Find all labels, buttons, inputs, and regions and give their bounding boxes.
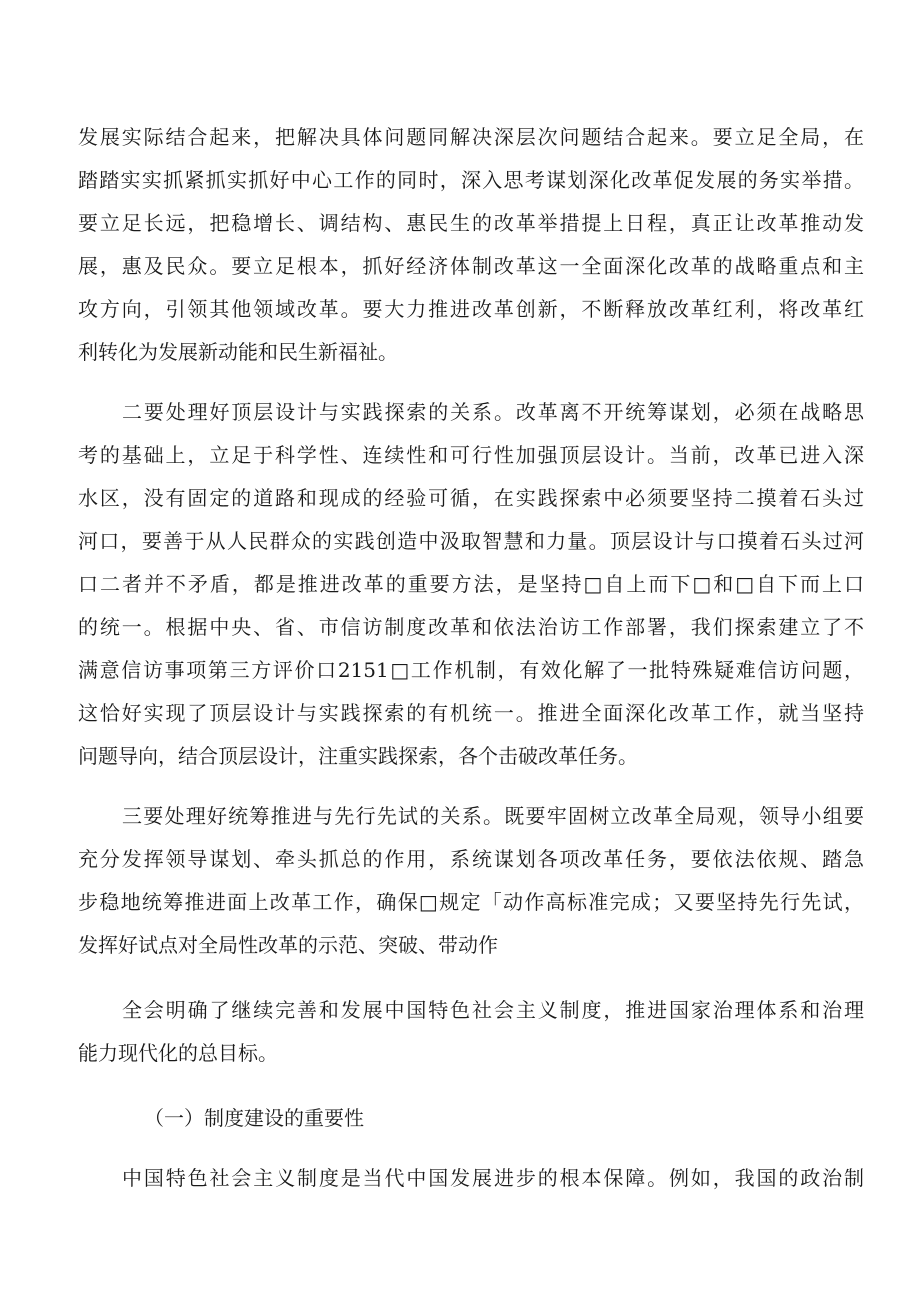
text-line: 全会明确了继续完善和发展中国特色社会主义制度，推进国家治理体系和治理 [122, 998, 864, 1022]
text-line: 三要处理好统筹推进与先行先试的关系。既要牢固树立改革全局观，领导小组要 [122, 804, 864, 828]
text-line: 充分发挥领导谋划、牵头抓总的作用，系统谋划各项改革任务，要依法依规、踏急 [78, 847, 864, 871]
paragraph-4 [78, 989, 864, 1075]
text-line: 攻方向，引领其他领域改革。要大力推进改革创新，不断释放改革红利，将改革红 [78, 297, 864, 321]
text-line: 步稳地统筹推进面上改革工作，确保□规定「动作高标准完成；又要坚持先行先试， [78, 890, 864, 914]
text-line: 要立足长远，把稳增长、调结构、惠民生的改革举措提上日程，真正让改革推动发 [78, 211, 864, 235]
text-line: 中国特色社会主义制度是当代中国发展进步的根本保障。例如，我国的政治制 [122, 1166, 864, 1190]
text-line: 发展实际结合起来，把解决具体问题同解决深层次问题结合起来。要立足全局，在 [78, 125, 864, 149]
text-line: 考的基础上，立足于科学性、连续性和可行性加强顶层设计。当前，改革已进入深 [78, 443, 864, 467]
document-page [78, 116, 864, 1200]
paragraph-gap [78, 1140, 864, 1157]
text-line: 这恰好实现了顶层设计与实践探索的有机统一。推进全面深化改革工作，就当坚持 [78, 701, 864, 725]
paragraph-gap [78, 778, 864, 795]
text-line: 二要处理好顶层设计与实践探索的关系。改革离不开统筹谋划，必须在战略思 [122, 400, 864, 424]
text-line: 能力现代化的总目标。 [78, 1041, 278, 1065]
text-line: 水区，没有固定的道路和现成的经验可循，在实践探索中必须要坚持二摸着石头过 [78, 486, 864, 510]
paragraph-gap [78, 1075, 864, 1097]
text-line: 展，惠及民众。要立足根本，抓好经济体制改革这一全面深化改革的战略重点和主 [78, 254, 864, 278]
text-line: 满意信访事项第三方评价口2151□工作机制，有效化解了一批特殊疑难信访问题， [78, 658, 864, 682]
paragraph-3 [78, 795, 864, 967]
paragraph-1 [78, 116, 864, 374]
text-line: 踏踏实实抓紧抓实抓好中心工作的同时，深入思考谋划深化改革促发展的务实举措。 [78, 168, 864, 192]
text-line: 利转化为发展新动能和民生新福祉。 [78, 340, 398, 364]
text-line: 问题导向，结合顶层设计，注重实践探索，各个击破改革任务。 [78, 744, 638, 768]
section-heading: （一）制度建设的重要性 [144, 1106, 364, 1130]
text-line: 口二者并不矛盾，都是推进改革的重要方法，是坚持□自上而下□和□自下而上口 [78, 572, 864, 596]
paragraph-gap [78, 967, 864, 989]
text-line: 河口，要善于从人民群众的实践创造中汲取智慧和力量。顶层设计与口摸着石头过河 [78, 529, 864, 553]
paragraph-2 [78, 391, 864, 778]
paragraph-gap [78, 374, 864, 391]
text-line: 的统一。根据中央、省、市信访制度改革和依法治访工作部署，我们探索建立了不 [78, 615, 864, 639]
text-line: 发挥好试点对全局性改革的示范、突破、带动作 [78, 933, 498, 957]
